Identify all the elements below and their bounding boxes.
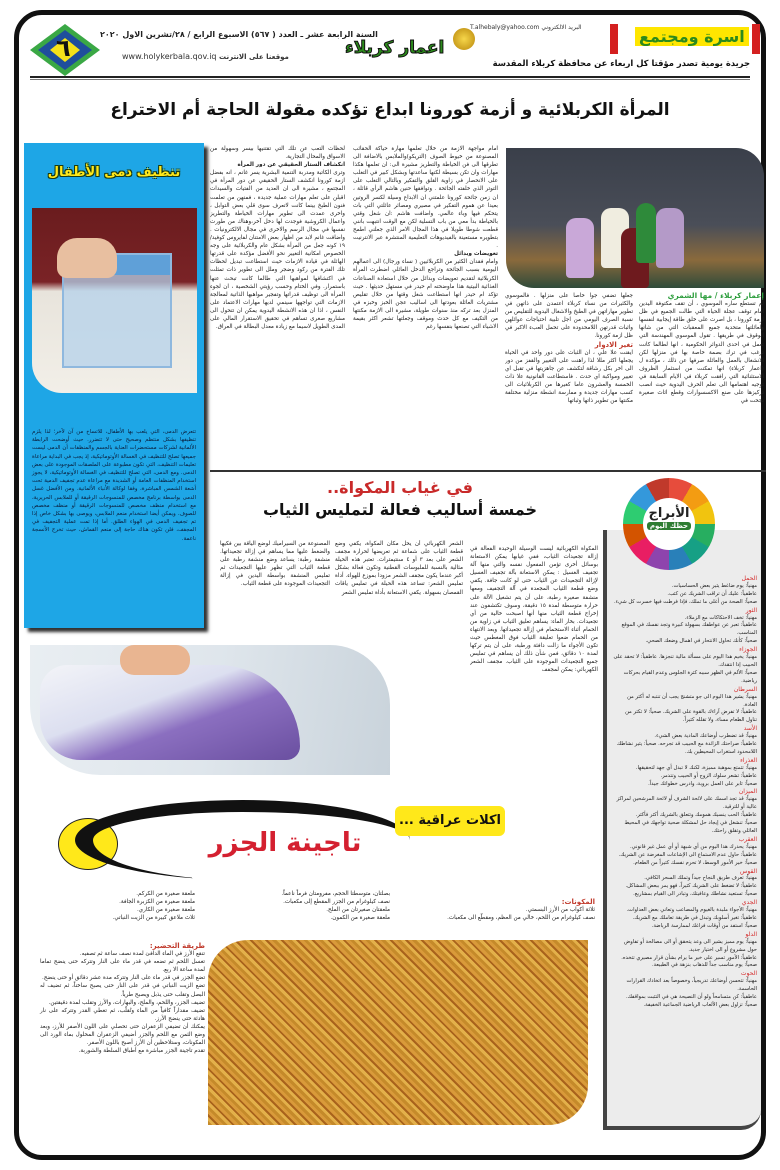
ingredients_b-item: بصلتان، متوسطتا الحجم، مفرومتان فرماً ناعماً.: [281, 891, 390, 897]
horoscope-text: [613, 575, 757, 1010]
col4-text: لحظات التعب عن تلك التي تقتنيها بيسر وسهولة من الاسواق والمحال التجارية.: [210, 146, 345, 161]
method-item: يمكنك أن تضيفي الزعفران حتى تحصلي على اللون الأصفر للأرز، وبعد وضع الثمن مع اللحم والجزر أضيفي الزعفران المحلول بماء الورد الى المكونات، وستلاحظين أن الأرز أصبح باللون الأصفر.: [40, 1023, 205, 1047]
col3b-text: وامام فقدان الكثير من الكربلائيين ( نساء ورجال) الى اعمالهم اليومية بسبب الجائحة وتراجع الدخل العائلي اضطرت المرأة الكربلائية لتقديم تعويضات وبدائل من خلال استعادة الصناعات الغذائية البيتية هذا ماوضحته ام حيدر في مستهل حديثها . حيث تؤكد ام حيدر انها استطاعت شغل وقتها من خلال تقليص مشتريات العائلة بعودتها الى اساليب عجن الخبز وخبزه في المنزل بعد تركه منذ سنوات طويلة، مشيرة الى الازمة مكنتها من التكيف مع كل حدث وموقف وجعلتها تشعر اكثر بقيمة الاشياء التي تصنعها بنفسها رغم: [353, 259, 498, 331]
zodiac-line: عاطفياً: حاول عدم الاستماع الى الإشاعات المغرضة عن الشريك.: [618, 851, 757, 858]
ingredients-col-c: [45, 890, 195, 935]
method-item: تضع الجزر في قدر ماء على النار وتتركه مدة عشر دقائق أو حتى ينضج.: [42, 975, 205, 982]
zodiac-line: عاطفياً: الحب ينسيك همومك وتتعلق بالشريك أكثر فأكثر.: [635, 812, 757, 819]
method-item: تضيف مقداراً كافياً من الماء وتُقلّب، ثم تغطي القدر وتتركه على نار هادئة حتى ينضج الأرز.: [40, 1007, 205, 1022]
horoscope-panel: [603, 530, 761, 1130]
ironing-col-3: المصنوعة من السيراميك لوضع الياقة بين فكيها والضغط عليها مما يساهم في إزالة تجعيداتها. منشفة رطبة: يساعد وضع منشفة رطبة على قطعة الثياب التي تظهر عليها التجعيدات ثم تمليس المنشفة بواسطة اليدين في إزالة التجعيدات الموجودة على قطعة الثياب.: [220, 541, 330, 588]
zodiac-line: عاطفياً: الأمور تسير على خير ما يرام بشأن قرار مصيري تتخذه.: [621, 954, 757, 961]
zodiac-line: عاطفياً: صراحتك الزائدة مع الحبيب قد تجرحه. صحياً: يثير نشاطك اللامحدود استغراب المحيطين بك.: [616, 741, 757, 755]
zodiac-line: عاطفياً: تشعر سلوك الزوج أو الحبيب وتتذمر.: [660, 772, 757, 779]
recipe-kicker: اكلات عراقية ...: [395, 806, 505, 836]
method-item: تقدم تاجينة الجزر مباشرة مع أطباق السلطة والشوربة.: [78, 1048, 205, 1055]
header-divider: [30, 76, 750, 80]
ingredients_b-item: نصف كيلوغرام من الجزر المقطع إلى مكعبات.: [283, 899, 390, 906]
zodiac-sign-name: الدلو: [745, 930, 757, 938]
recipe-title: تاجينة الجزر: [208, 828, 362, 858]
ingredients-list-c: [45, 890, 195, 922]
zodiac-line: عاطفياً: تغير أسلوبك وتبدل في طريقة تعاملك مع الشريك.: [632, 914, 757, 921]
zodiac-line: صحياً: تستعيد نشاطك وعافيتك، وتبادر الى القيام بمشاريع.: [633, 891, 757, 898]
article-col-4: [210, 145, 345, 465]
newspaper-logo: [345, 26, 475, 72]
shrine-emblem-icon: [453, 28, 475, 50]
zodiac-sign-name: العذراء: [740, 756, 757, 764]
page-number: ٦: [56, 34, 71, 62]
email-address[interactable]: T.alhebaly@yahoo.com: [470, 24, 540, 31]
horoscope-title: الأبراج: [648, 506, 690, 521]
zodiac-line: مهنياً: يحذرك هذا اليوم من أي شبهة أو أي عمل غير قانوني.: [630, 843, 757, 850]
zodiac-line: صحياً: تزاول بعض الألعاب الرياضية الجماعية الخفيفة.: [643, 1001, 757, 1008]
method-label: طريقة التحضير:: [149, 942, 205, 950]
ingredients_c-item: ملعقة صغيرة من الكزبرة الجافة.: [119, 899, 195, 906]
subhead-reveal: انكشاف الستار الحقيقي عن دور المرأة: [237, 162, 345, 169]
zodiac-line: عاطفياً: لا تفرض آراءك بالقوة على الشريك. صحياً: لا تكثر من تناول الطعام مساء، ولا تقلله كثيراً.: [625, 709, 757, 724]
ingredients-label: المكونات:: [561, 898, 595, 906]
doll: [636, 203, 656, 263]
zodiac-line: مهنياً: يشير هذا اليوم الى جو متشنج يجب أن تنتبه له أكثر من العادة.: [627, 693, 757, 708]
zodiac-line: مهنياً: يوم ضاغط يثير بعض الحساسيات.: [671, 582, 757, 589]
ironing-col-1: المكواة الكهربائية ليست الوسيلة الوحيدة الفعالة في إزالة تجعيدات الثياب، ففي غيابها يمكن الاستعانة بوسائل أخرى تؤمن المفعول نفسه والتي منها آلة تجفيف الغسيل : يمكن الاستعانة بآلة تجفيف الغسيل لإزالة التجعيدات عن الثياب حتى لو كانت جافة. يكفي وضع قطعة الثياب المجعدة في آلة التجفيف ومعها منشفة صغيرة رطبة، على أن يتم تشغيل الآلة على حرارة متوسطة لمدة ١٥ دقيقة، وسوف تكتشفون عند إخراج قطعة الثياب منها أنها اصبحت خالية من أي تجعيدات. بخار الماء: يساهم تعليق الثياب في زاوية من الحمام أثناء الاستحمام في إزالة تجعيداتها. وبعد الانتهاء من الحمام ضعوا تعليقة الثياب فوق المغطس حيث تكون الأجواء ما زالت دافئة ورطبة، على أن يتم تركها لمدة ١٠ دقائق، فمن شأن ذلك أن يساهم في تمليس جميع التجعيدات الموجودة على الثياب. مجفف الشعر الكهربائي: يمكن لمجفف: [470, 546, 598, 674]
byline: إعمار كربلاء / مها الشمري: [667, 292, 764, 300]
zodiac-line: مهنياً: قد تضطرب أوضاعك المادية بعض الشيء.: [654, 733, 757, 740]
red-bar-left: [610, 24, 618, 54]
zodiac-sign-name: الجدي: [741, 899, 757, 907]
method-item: تضع الزيت النباتي في قدر على النار حتى يصبح ساخناً، ثم تضيف له البصل وتقلب حتى يذبل ويصبح طرياً.: [40, 983, 205, 998]
zodiac-sign-name: القوس: [740, 867, 757, 875]
zodiac-line: مهنياً: تعرف طريق النجاح جيداً وتملك السحر الكافي.: [644, 875, 757, 882]
zodiac-line: صحياً: ثابر على العمل بروية، وادرس خطواتك جيداً.: [648, 780, 757, 787]
website-line: [122, 52, 289, 61]
zodiac-line: صحياً: كأنك تحاول الانتحار في اهمال وضعك الصحي.: [645, 638, 757, 645]
section-divider: [210, 470, 766, 472]
method-list: [40, 950, 205, 1055]
zodiac-line: صحياً: استفد من أوقات فراغك لممارسة الرياضة.: [651, 922, 757, 929]
zodiac-sign-name: الميزان: [738, 788, 757, 796]
ingredients-col-b: [210, 890, 390, 935]
ingredients_a-item: نصف كيلوغرام من اللحم، خالي من العظم، ومقطّع الى مكعبات.: [447, 915, 595, 922]
zodiac-line: صحياً: تنشغل في إيجاد حل لمشكلة صحية تواجهك في المحيط العائلي وتقلق راحتك.: [624, 820, 757, 834]
ingredients-list-b: [210, 890, 390, 922]
website-link[interactable]: www.holykerbala.qov.iq: [122, 52, 217, 61]
zodiac-line: مهنياً: تتمتع بموهبة مميزة، لكنك لا تبذل أي جهد لتحقيقها.: [635, 764, 757, 771]
main-headline: المرأة الكربلائية و أزمة كورونا ابداع تؤكده مقولة الحاجة أم الاختراع: [110, 100, 670, 120]
zodiac-sign-name: الجوزاء: [739, 646, 757, 654]
zodiac-wheel-icon: [623, 478, 715, 570]
zodiac-line: مهنياً: قد تجد اسمك على لائحة الشرف أو لائحة المرشحين لمراكز عالية أو للترقية.: [616, 796, 757, 811]
carrot-rice-photo: [208, 940, 588, 1125]
zodiac-line: عاطفياً: كن متسامحاً ولو أن النصيحة هي في التثبت بمواقفك.: [625, 994, 757, 1001]
zodiac-line: صحياً: خير الأمور الوسط، لا تحرم نفسك كثيراً من الطعام.: [633, 859, 757, 866]
article-col-2: [505, 292, 633, 472]
steam-iron: [40, 665, 300, 760]
col1-text: لم تستطع ساره الموسوي ، أن تقف مكتوفة اليدين امام توقف عجلة الحياة التي طالت الجميع في ظل ازمة كورونا ، بل اصرت على خلق طاقة إيجابية لنفسها ولعائلتها متحدية جميع المعقبات التي من شانها الوقوف في طريقها . تقول الموسوي المهندسة التي تعمل في احدى الدوائر الحكومية ، انها لطالما كانت ترغب في ترك بصمة خاصة بها في منزلها لكن الانشغال بالعمل والعائلة صرفها عن ذلك ، مؤكدة ل (اعمار كربلاء) انها تمكنت من استثمار الظروف الاستثنائية التي رافقت كربلاء في الايام السابقة في توجيه اهتمامها الى تعلم الحرف اليدوية حيث انصب تركيزها على صنع الاكسسوارات وقطع اثاث صغيرة نجحت في: [639, 301, 764, 405]
col2b-text: ايقنت علا علي ، ان الثبات على دور واحد في الحياة يجعلها اكثر مللا لذا راهنت على التغيير والقفز من دور الى اخر بكل رشاقة لتكشف عن جاهزيتها في تقبل اي تغيير ومواكبة اي حدث . فاستطاعت القانونية علا ذات الخمسة والعشرون عاما كغيرها من الكربلائيات الى كسب مهارات جديدة و ممارسة انشطة منزلية مختلفة مكنتها من تطوير ذاتها وثباتها: [505, 349, 633, 405]
col2-text: جعلها تضفي جوا خاصا على منزلها . فالموسوي والكثيرات من نساء كربلاء اعتمدن على ذاتهن في تطوير مهاراتهن في الطبخ والاشغال اليدوية للتقليص من نسبة الصرف اليومي من اجل تلبية احتياجات عوائلهن واثبات قدرتهن اللامحدودة على تحمل العبء الاكبر في ظل ازمة كورونا.: [505, 293, 633, 340]
zodiac-line: صحياً: الألم في الظهر سببه كثرة الجلوس وعدم القيام بحركات رياضية.: [623, 669, 757, 684]
section-label-box: [610, 24, 760, 54]
ingredients_c-item: ملعقة صغيرة من الكركم.: [136, 891, 195, 897]
red-bar-right: [752, 24, 760, 54]
ironing-title: خمسة أساليب فعالة لتمليس الثياب: [262, 500, 538, 519]
hand: [57, 238, 117, 278]
ironing-kicker: في غياب المكواة..: [327, 478, 473, 497]
zodiac-line: عاطفياً: تعبر عن عواطفك بسهولة كبيرة وتجد نفسك في الموقع المناسب.: [621, 622, 757, 637]
col4b-text: وترى الكاتبة ومدربة التنمية البشرية يسر غانم ، انه بفضل ازمة كورونا انكشف الستار الحقيقي عن دور المرأة في المجتمع ، مشيرة الى ان العديد من الفتيات والسيدات اقبلن على تعلم مهارات عملية جديدة ، فمنهن من تعلمت فنون الطبخ بينما كانت لاتعرف سوى قلي بعض التوابل ، واخرى عمدت الى تطوير مهارات الخياطة والتطريز واعمال الكروشية فوجدت لها دخل آخر،وهناك من طورت نفسها في مجال الرسم والاخرى في مجال الالكترونيات . واضافت غانم لابد من اظهار بعض الامتنان لفايروس كوفيد/١٩ كونه جعل من المرأة بشكل عام والكربلائية على وجه الخصوص امكانية التغيير نحو الأفضل مؤكدة على قدرتها الهائلة في قيادة الازمات حيث استطاعت تبديل لحظات تلك الفترة من ركود وضجر وملل الى تطوير ذات تمثلت في اكتشافها لمواهبها التي طالما كانت تبحث عنها باستمرار. وفي الختام وحسب رؤيتي الشخصية ، ان لجوء المرأة الى توظيف قدراتها وتفجير مواهبها الذاتية لمعالجة الازمات التي تواجهها سينمي لديها مهارات الاعتماد على النفس ، اذا ان هذه الانشطة اليدوية يمكن ان تتحول الى مشاريع صغرى تساهم في تحقيق الاستقرار المالي على المدى الطويل لاسيما مع زيادة معدل البطالة في العراق.: [210, 170, 345, 331]
email-label: البريد الالكتروني: [541, 24, 582, 31]
page-number-badge: [30, 24, 100, 76]
zodiac-line: عاطفياً: عليك أن تراقب الشريك عن كثب.: [667, 590, 757, 597]
horoscope-subtitle: حظك اليوم: [647, 522, 691, 530]
ingredients_c-item: ملعقة صغيرة من الكاري.: [136, 907, 195, 914]
tagline: جريدة يومية تصدر مؤقتا كل اربعاء عن محافظة كربلاء المقدسة: [492, 58, 750, 68]
logo-text: اعمار كربلاء: [345, 38, 445, 58]
zodiac-sign-name: العقرب: [738, 835, 757, 843]
iron-photo: [30, 645, 390, 775]
method-item: تضيف الجزر، واللحم، والملح، والبهارات، والأرز وتقلب لمدة دقيقتين.: [48, 999, 205, 1006]
method-item: تنقع الأرز في الماء الدافئ لمدة نصف ساعة ثم تصفيه.: [79, 951, 205, 958]
zodiac-line: صحياً: الصحة من أغلى ما تملك، فإذا فرطت فيها خسرت كل شيء.: [613, 598, 757, 605]
doll: [656, 208, 684, 268]
zodiac-line: مهنياً: الأجواء ملبدة بالغيوم والمصاعب وتعاني بعض العداوات.: [626, 907, 757, 914]
section-label: اسرة ومجتمع: [635, 27, 749, 46]
toys-bag-photo: [32, 208, 197, 393]
article-col-1: [639, 292, 764, 472]
ingredients_b-item: ملعقتان صغيرتان من الملح.: [326, 907, 390, 914]
ingredients_b-item: ملعقة صغيرة من الكمون.: [330, 915, 390, 922]
method-col: [40, 942, 205, 1142]
ironing-col-2: الشعر الكهربائي أن يحل مكان المكواة، يكفي وضع قطعة الثياب على شماعة ثم تعريضها لحرارة مجفف الشعر على بعد ٣ أو ٤ سنتيمترات. تعتبر هذه الحيلة مثالية بالنسبة للملبوسات القطنية وتكون فعالة بشكل أكبر عندما يكون مجفف الشعر مزودا بموزع للهواء. أداة تمليس الشعر: تساعد هذه الحيلة في تمليس ياقات القمصان بسهولة. يكفي الاستعانة بأداة تمليس الشعر: [335, 541, 463, 596]
ingredients-list-a: [395, 906, 595, 922]
zodiac-line: مهنياً: يوم مميز يشير الى وعد يتحقق أو الى مصالحة أو تفاوض حول مشروع أو الى اختيار جديد.: [623, 938, 757, 953]
zodiac-sign-name: الأسد: [743, 725, 757, 733]
ingredients_c-item: ثلاث ملاعق كبيرة من الزيت النباتي.: [112, 915, 195, 922]
issue-line: السنة الرابعة عشر ـ العدد ( ٥٦٧) الاسبوع الرابع / ٢٨/تشرين الاول ٢٠٢٠: [100, 30, 378, 39]
zodiac-line: مهنياً: تتحسن أوضاعك تدريجياً، وخصوصاً بعد اتخاذك القرارات الحاسمة.: [626, 978, 757, 993]
col3-text: امام مواجهة الازمة من خلال تعلمها مهارة حياكة الحقائب المصنوعة من خيوط الصوف (التريكو)والملابس بالاضافة الى تطرقها الى فن الخياطة والتطريز مشيرة الى: ان تعلمها هكذا مهارات وان تكن بسيطة لكنها ساعدتها وبشكل كبير في التغلب على الانحصار في زاوية القلق والتفكير وبالتالي التغلب على التوتر الذي خلفته الجائحة . وتوافقها حنين هاشم الرأي قائلة ، ان زمن جائحة كورونا علمتني ان الابداع وسيلة لكسر الروتين بعيدا عن هموم التفكير في مصيري ومصائر عائلتي التي بات يتحكم فيها وباء عالمي. واضافت هاشم :ان شغل وقتي بالخياطة بدأ معي من باب التسلية لكن مع الوقت انتبهت بانني قطعت شوطا طويلا في هذا المجال الامر الذي جعلني اطمح بتطويره مستعينة بالفيديوهات التعليمية المنتشرة عبر الانترنيت .: [353, 146, 498, 250]
toys-text: تتعرض الدمى، التي يلعب بها الأطفال، للاتساخ من آن لآخر؛ لذا يلزم تنظيفها بشكل منتظم وصحيح حتى لا تتضرر. حيث أوضحت الرابطة الألمانية لشركات مستحضرات العناية بالجسم والمنظفات أن الدمى ليست جميعها تصلح للتنظيف في الغسالة الأوتوماتيكية، إذ يجب في البداية مراعاة تعليمات التنظيف، التي تكون مطبوعة على الملصقات الموجودة على بعض الدمى. ومع الدمى، التي تصلح للتنظيف في الغسالة الأوتوماتيكية، لا يجوز استخدام المنظفات العامة أو الشديدة مع مراعاة عدم تجفيف الدمية تحت أشعة الشمس المباشرة، وفقا لوكالة الأنباء الألمانية. ومن الأفضل غسل الدمى بواسطة برنامج مخصص للمنسوجات الرقيقة أو للملابس الحريرية، مع استخدام منظف مخصص للمنسوجات الرقيقة أو منظف مخصص للصوف. ويمكن أيضا استخدام منعم الملابس، ويوصى بها بشكل خاص إذا تم تجفيف الدمى في الهواء الطلق. أما إذا تمت عملية التجفيف في المجفف، فلن تكون هناك حاجة إلى منعم القماش، حيث تخرج الأنسجة ناعمة.: [32, 429, 196, 542]
knitting-dolls-photo: [506, 148, 764, 288]
email-line: [470, 24, 582, 31]
website-label: موقعنا على الانترنت: [219, 53, 289, 61]
toys-cleaning-box: [24, 143, 204, 628]
zodiac-line: صحياً: يوم مناسب جداً للذهاب بنزهة في الطبيعة.: [651, 962, 757, 969]
zodiac-sign-name: السرطان: [733, 685, 757, 693]
zodiac-line: عاطفياً: لا تضغط على الشريك كثيراً، فهو يمر ببعض المشاكل.: [625, 883, 757, 890]
hand: [120, 645, 190, 675]
zodiac-wheel-center: [643, 498, 695, 550]
article-col-3: [353, 145, 498, 465]
zodiac-line: مهنياً: يخيم هذا اليوم على مسألة مالية تنجزها. عاطفياً: لا تحقد على الحبيب إذا انتقدك.: [613, 654, 757, 668]
doll: [566, 218, 594, 278]
zodiac-sign-name: الثور: [745, 606, 757, 614]
zodiac-sign-name: الحوت: [740, 970, 757, 978]
subhead-comp: تعويضات وبدائل: [454, 251, 498, 258]
subhead-roles: تغير الادوار: [594, 340, 633, 349]
ingredients_a-item: ثلاثة أكواب من الأرز البسمتي.: [525, 907, 595, 914]
toys-title: تنظيف دمى الأطفال: [47, 165, 181, 180]
zodiac-sign-name: الحمل: [741, 575, 757, 582]
zodiac-line: مهنياً: تخف الاحتكاكات مع الزملاء.: [684, 614, 757, 621]
method-item: تغسل اللحم ثم تضعه في قدر ماء على النار وتتركه حتى ينضج تماما لمدة ساعة الا ربع.: [40, 959, 205, 974]
ingredients-col-a: [395, 898, 595, 938]
